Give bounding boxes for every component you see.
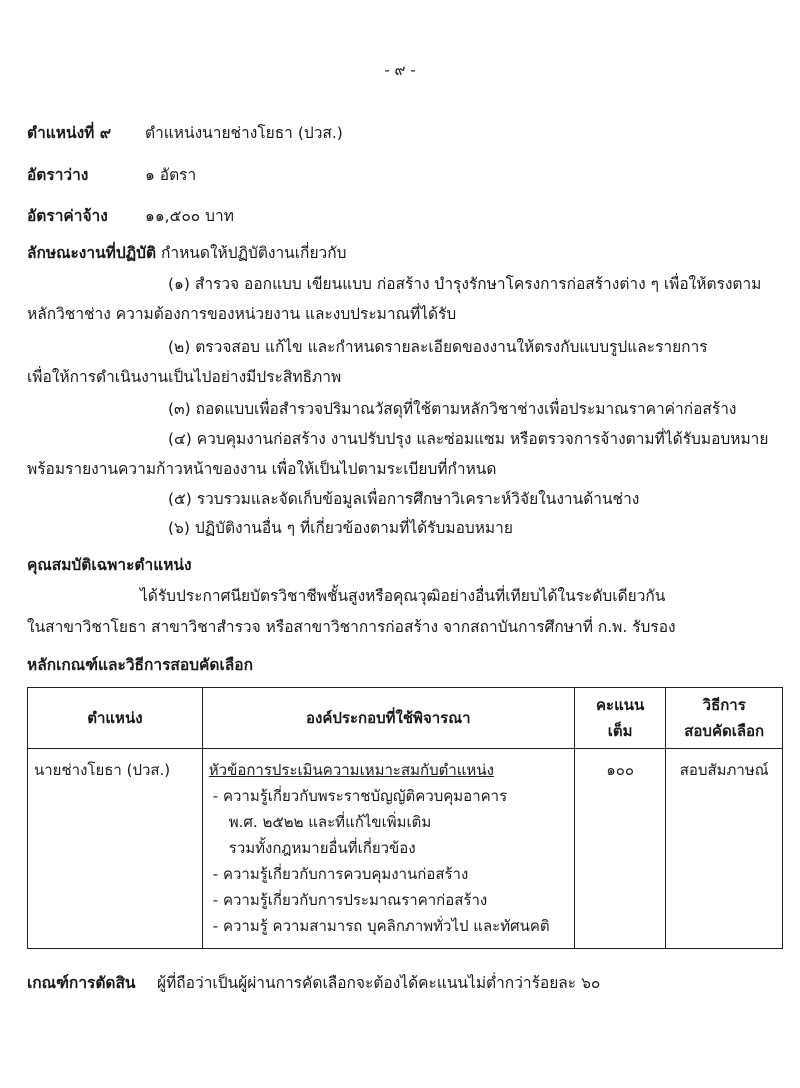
position-line (27, 120, 343, 145)
header-score-line-2: เต็ม (607, 722, 633, 740)
duty-item-2a: (๒) ตรวจสอบ แก้ไข และกำหนดรายละเอียดของงานให้ตรงกับแบบรูปและรายการ (168, 338, 708, 356)
page-number: - ๙ - (384, 61, 416, 79)
criteria-label: เกณฑ์การตัดสิน (27, 974, 136, 992)
vacancy-label: อัตราว่าง (27, 166, 89, 184)
header-components: องค์ประกอบที่ใช้พิจารณา (202, 688, 574, 749)
criteria-text: ผู้ที่ถือว่าเป็นผู้ผ่านการคัดเลือกจะต้องได้คะแนนไม่ต่ำกว่าร้อยละ ๖๐ (157, 974, 601, 992)
component-item-2: - ความรู้เกี่ยวกับการควบคุมงานก่อสร้าง (212, 865, 469, 883)
criteria-line (27, 970, 600, 995)
selection-table (27, 687, 783, 949)
cell-components (202, 749, 574, 949)
component-item-3: - ความรู้เกี่ยวกับการประมาณราคาก่อสร้าง (212, 891, 488, 909)
selection-heading: หลักเกณฑ์และวิธีการสอบคัดเลือก (27, 656, 253, 674)
duty-item-2b: เพื่อให้การดำเนินงานเป็นไปอย่างมีประสิทธิภาพ (27, 368, 342, 386)
vacancy-line (27, 162, 196, 187)
header-position: ตำแหน่ง (28, 688, 203, 749)
header-method (666, 688, 783, 749)
component-item-1c: รวมทั้งกฎหมายอื่นที่เกี่ยวข้อง (228, 839, 416, 857)
duty-item-3: (๓) ถอดแบบเพื่อสำรวจปริมาณวัสดุที่ใช้ตามหลักวิชาช่างเพื่อประมาณราคาค่าก่อสร้าง (168, 400, 737, 418)
salary-label: อัตราค่าจ้าง (27, 207, 108, 225)
vacancy-value: ๑ อัตรา (145, 166, 197, 184)
header-method-line-1: วิธีการ (702, 696, 746, 714)
position-label: ตำแหน่งที่ ๙ (27, 124, 112, 142)
duties-label: ลักษณะงานที่ปฏิบัติ (27, 244, 157, 262)
duty-item-4b: พร้อมรายงานความก้าวหน้าของงาน เพื่อให้เป็นไปตามระเบียบที่กำหนด (27, 460, 497, 478)
table-header-row (28, 688, 783, 749)
salary-line (27, 203, 234, 228)
component-item-4: - ความรู้ ความสามารถ บุคลิกภาพทั่วไป และทัศนคติ (212, 917, 550, 935)
duty-item-6: (๖) ปฏิบัติงานอื่น ๆ ที่เกี่ยวข้องตามที่ได้รับมอบหมาย (168, 519, 513, 537)
duty-item-1b: หลักวิชาช่าง ความต้องการของหน่วยงาน และงบประมาณที่ได้รับ (27, 305, 457, 323)
row-method: สอบสัมภาษณ์ (679, 761, 769, 779)
row-position: นายช่างโยธา (ปวส.) (34, 761, 171, 779)
position-value: ตำแหน่งนายช่างโยธา (ปวส.) (145, 124, 343, 142)
header-method-line-2: สอบคัดเลือก (684, 722, 765, 740)
header-score (574, 688, 666, 749)
duties-intro: กำหนดให้ปฏิบัติงานเกี่ยวกับ (160, 244, 347, 262)
component-item-1a: - ความรู้เกี่ยวกับพระราชบัญญัติควบคุมอาคาร (212, 787, 508, 805)
duty-item-5: (๕) รวบรวมและจัดเก็บข้อมูลเพื่อการศึกษาวิเคราะห์วิจัยในงานด้านช่าง (168, 490, 640, 508)
components-heading: หัวข้อการประเมินความเหมาะสมกับตำแหน่ง (208, 761, 494, 779)
duty-item-1a: (๑) สำรวจ ออกแบบ เขียนแบบ ก่อสร้าง บำรุงรักษาโครงการก่อสร้างต่าง ๆ เพื่อให้ตรงตาม (168, 275, 762, 293)
cell-method (666, 749, 783, 949)
qualification-line-2: ในสาขาวิชาโยธา สาขาวิชาสำรวจ หรือสาขาวิชาการก่อสร้าง จากสถาบันการศึกษาที่ ก.พ. รับรอง (27, 618, 676, 636)
cell-position (28, 749, 203, 949)
duties-line (27, 240, 346, 265)
salary-value: ๑๑,๕๐๐ บาท (145, 207, 234, 225)
header-score-line-1: คะแนน (596, 696, 645, 714)
qualification-line-1: ได้รับประกาศนียบัตรวิชาชีพชั้นสูงหรือคุณวุฒิอย่างอื่นที่เทียบได้ในระดับเดียวกัน (140, 587, 666, 605)
qualification-heading: คุณสมบัติเฉพาะตำแหน่ง (27, 556, 192, 574)
cell-score (574, 749, 666, 949)
component-item-1b: พ.ศ. ๒๕๒๒ และที่แก้ไขเพิ่มเติม (228, 813, 432, 831)
components-list (203, 749, 574, 947)
row-score: ๑๐๐ (606, 761, 635, 779)
duty-item-4a: (๔) ควบคุมงานก่อสร้าง งานปรับปรุง และซ่อมแซม หรือตรวจการจ้างตามที่ได้รับมอบหมาย (168, 430, 769, 448)
table-row (28, 749, 783, 949)
